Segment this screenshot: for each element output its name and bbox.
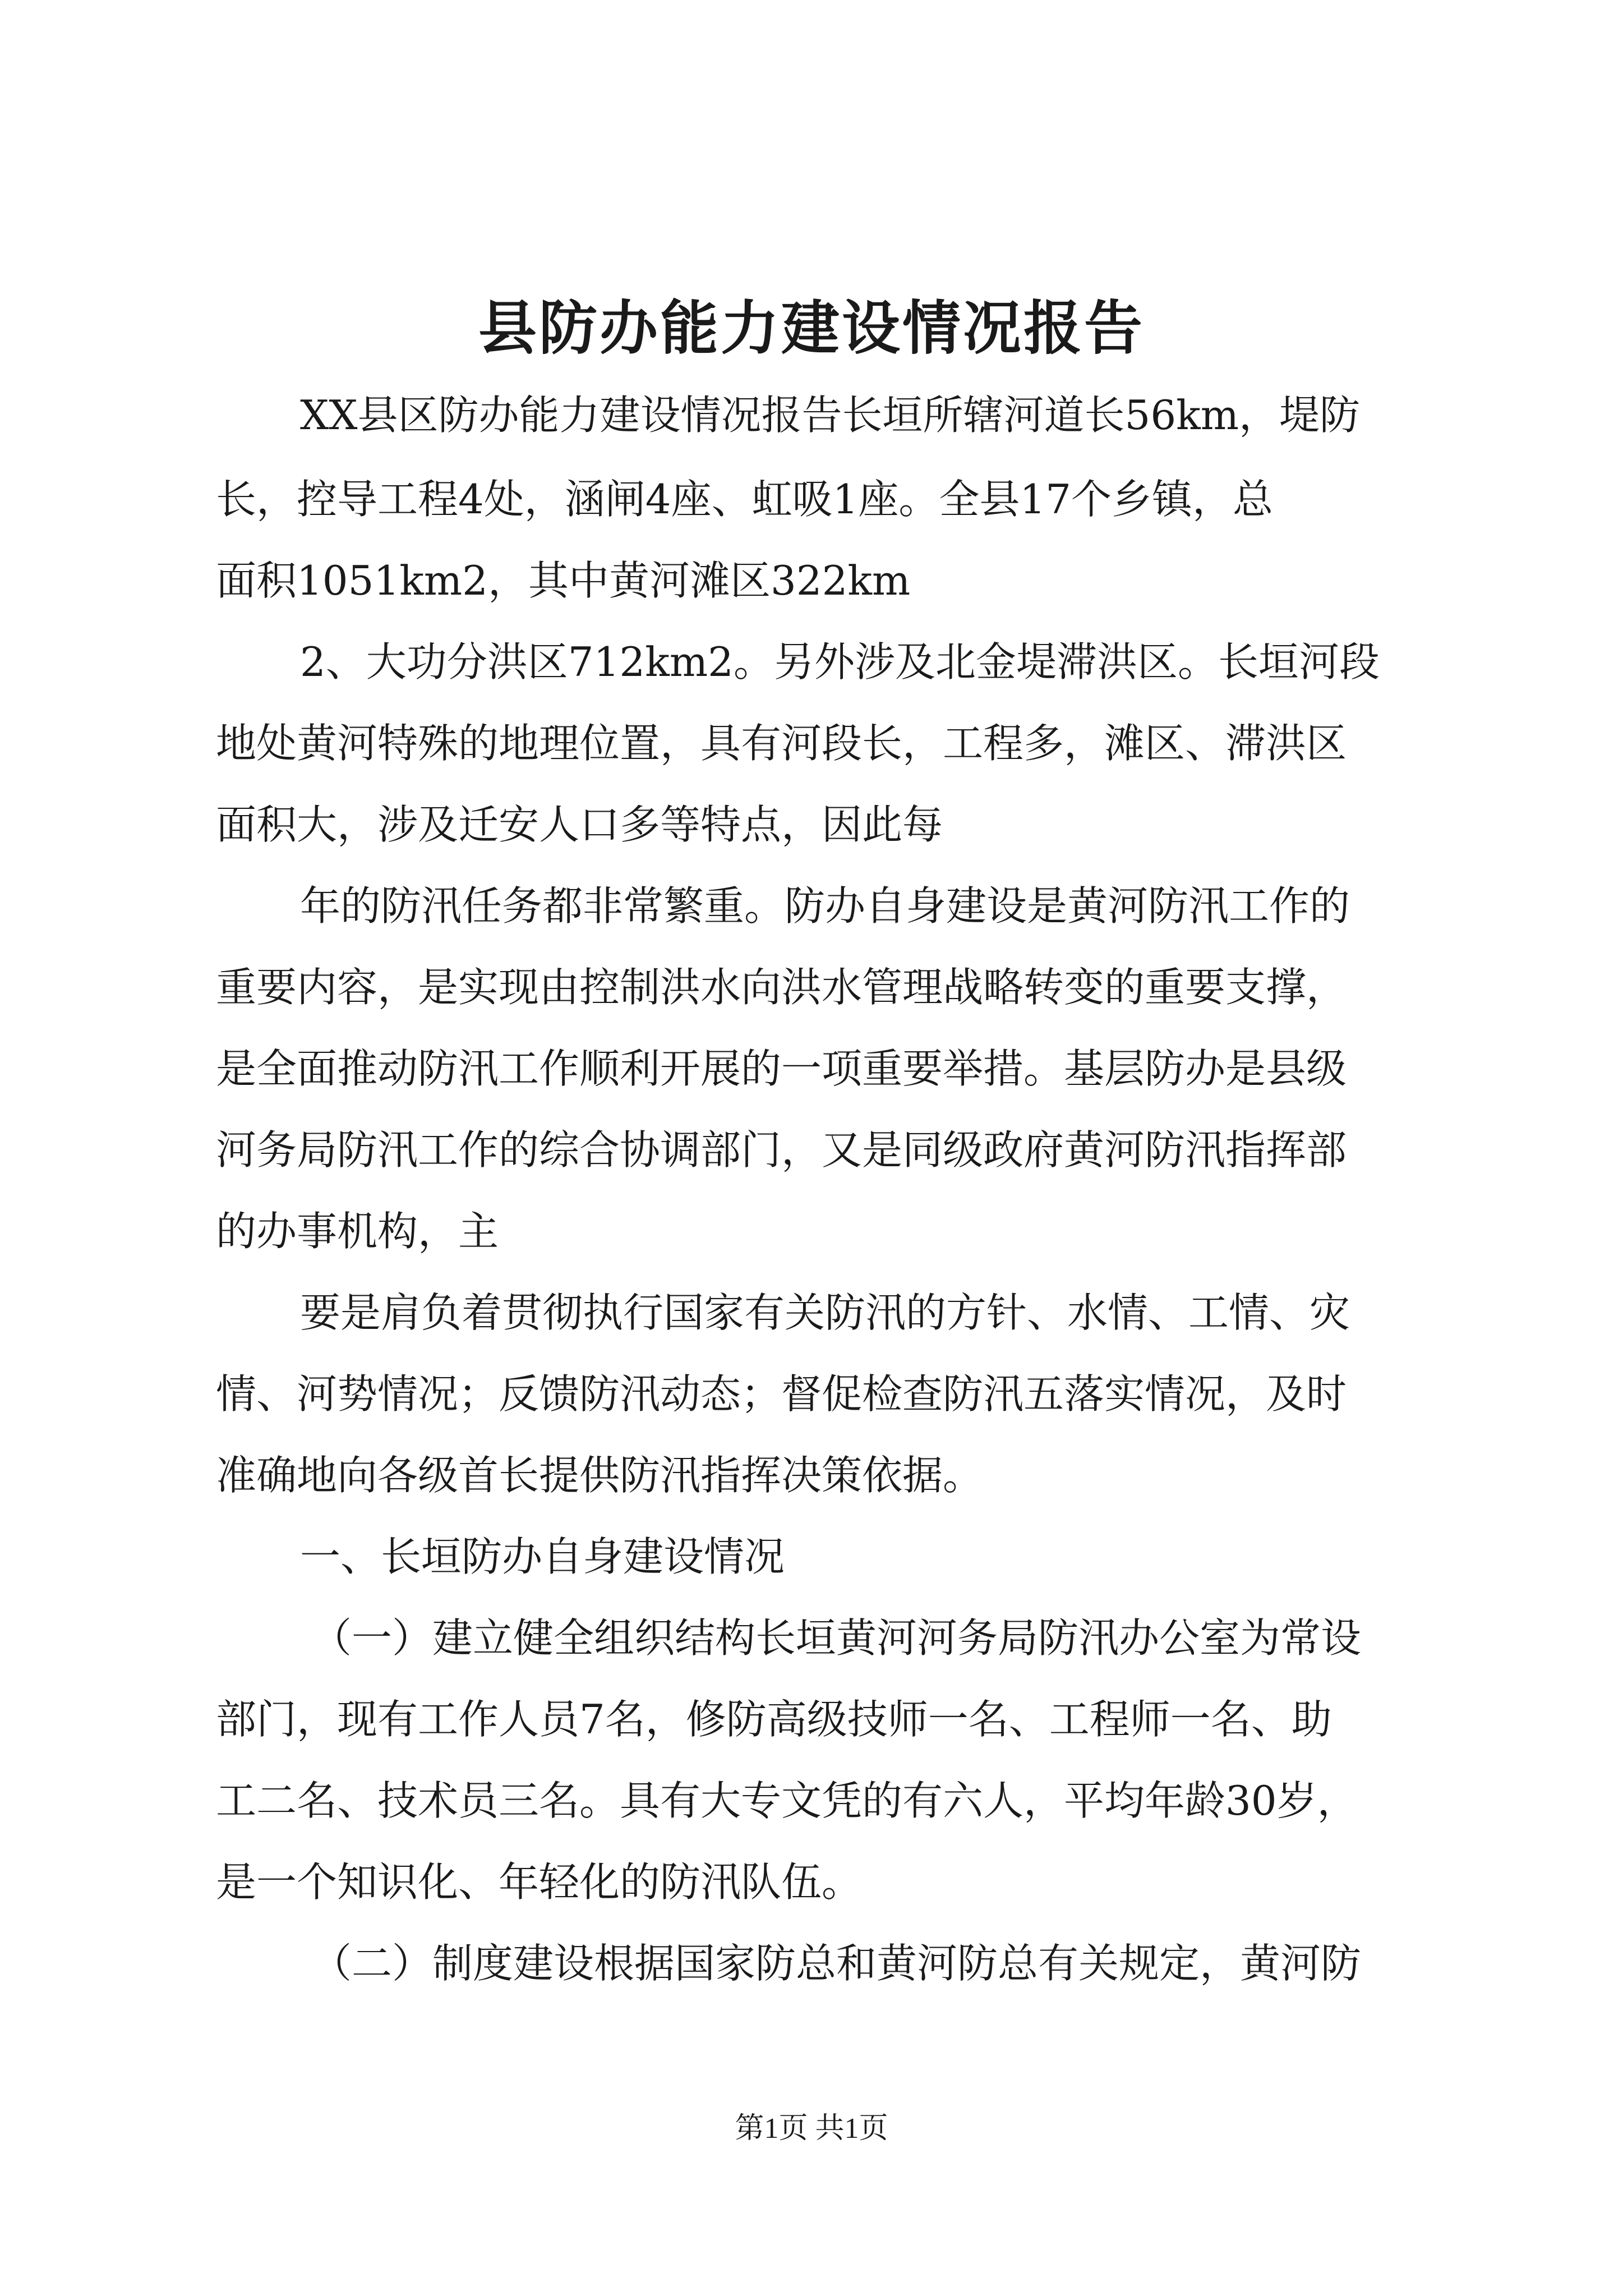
paragraph-line: 年的防汛任务都非常繁重。防办自身建设是黄河防汛工作的: [300, 882, 1350, 930]
paragraph-line: 准确地向各级首长提供防汛指挥决策依据。: [216, 1452, 984, 1499]
paragraph-line: 2、大功分洪区712km2。另外涉及北金堤滞洪区。长垣河段: [300, 638, 1380, 685]
paragraph-line: 重要内容，是实现由控制洪水向洪水管理战略转变的重要支撑，: [216, 964, 1347, 1011]
paragraph-line: 面积1051km2，其中黄河滩区322km: [216, 557, 911, 604]
paragraph-line: 是全面推动防汛工作顺利开展的一项重要举措。基层防办是县级: [216, 1045, 1347, 1092]
paragraph-line: 面积大，涉及迁安人口多等特点，因此每: [216, 801, 943, 848]
paragraph-line: XX县区防办能力建设情况报告长垣所辖河道长56km，堤防: [300, 392, 1361, 439]
paragraph-line: （二）制度建设根据国家防总和黄河防总有关规定，黄河防: [311, 1940, 1362, 1987]
paragraph-line: 情、河势情况；反馈防汛动态；督促检查防汛五落实情况，及时: [216, 1370, 1347, 1418]
paragraph-line: （一）建立健全组织结构长垣黄河河务局防汛办公室为常设: [311, 1614, 1362, 1662]
paragraph-line: 的办事机构，主: [216, 1208, 499, 1255]
paragraph-line: 工二名、技术员三名。具有大专文凭的有六人，平均年龄30岁，: [216, 1777, 1358, 1824]
paragraph-line: 地处黄河特殊的地理位置，具有河段长，工程多，滩区、滞洪区: [216, 720, 1347, 767]
paragraph-line: 是一个知识化、年轻化的防汛队伍。: [216, 1858, 863, 1906]
paragraph-line: 要是肩负着贯彻执行国家有关防汛的方针、水情、工情、灾: [300, 1289, 1350, 1336]
paragraph-line: 河务局防汛工作的综合协调部门，又是同级政府黄河防汛指挥部: [216, 1126, 1347, 1174]
section-heading: 一、长垣防办自身建设情况: [300, 1533, 785, 1580]
document-title: 县防办能力建设情况报告: [478, 293, 1145, 362]
paragraph-line: 部门，现有工作人员7名，修防高级技师一名、工程师一名、助: [216, 1696, 1332, 1743]
paragraph-line: 长，控导工程4处，涵闸4座、虹吸1座。全县17个乡镇，总: [216, 476, 1274, 523]
page-number: 第1页 共1页: [735, 2113, 888, 2145]
